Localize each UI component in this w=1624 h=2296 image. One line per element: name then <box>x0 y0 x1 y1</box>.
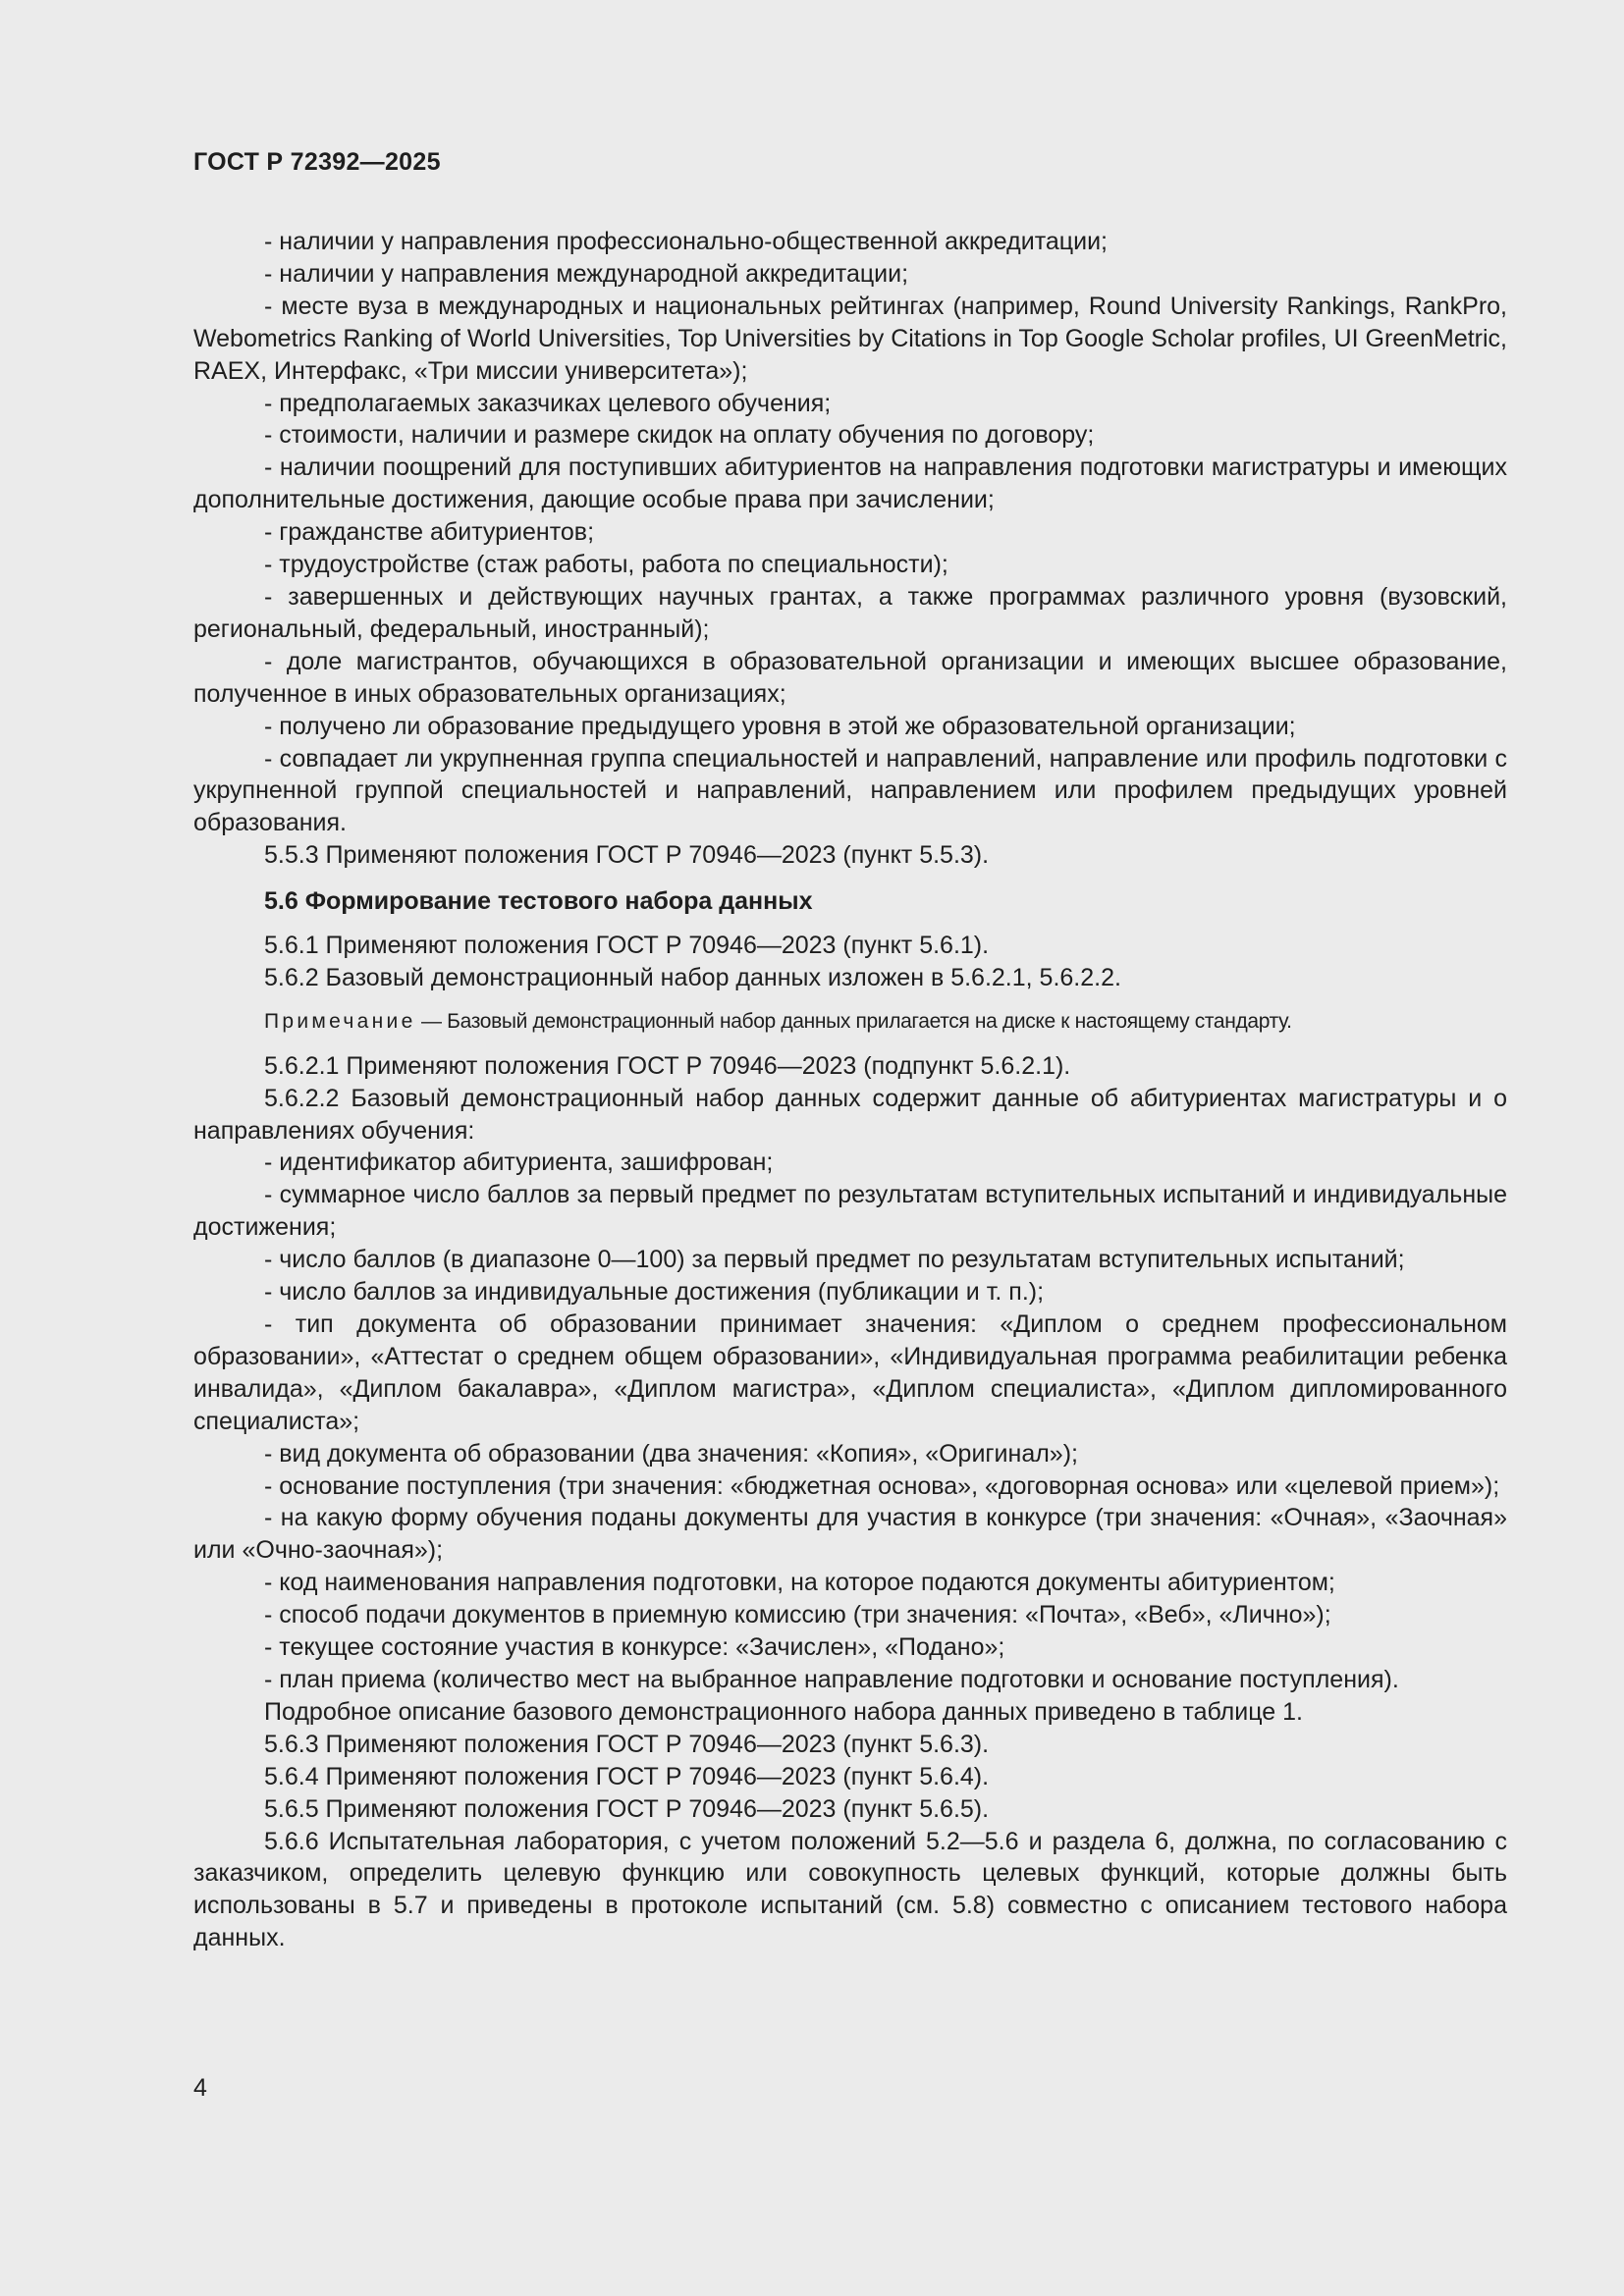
list-item: - основание поступления (три значения: «бюджетная основа», «договорная основа» или «целевой прием»); <box>264 1471 1500 1500</box>
list-item: - способ подачи документов в приемную комиссию (три значения: «Почта», «Веб», «Лично»); <box>264 1601 1331 1629</box>
note <box>193 1006 1507 1039</box>
clause-5-6-4: 5.6.4 Применяют положения ГОСТ Р 70946—2023 (пункт 5.6.4). <box>264 1762 990 1790</box>
paragraph: Подробное описание базового демонстрационного набора данных приведено в таблице 1. <box>264 1697 1303 1726</box>
list-item: - наличии поощрений для поступивших абитуриентов на направления подготовки магистратуры и имеющих дополнительные достижения, дающие особые права при зачислении; <box>193 454 1507 514</box>
clause-5-6-5: 5.6.5 Применяют положения ГОСТ Р 70946—2023 (пункт 5.6.5). <box>264 1794 990 1823</box>
page-number: 4 <box>193 2074 207 2102</box>
list-item: - вид документа об образовании (два значения: «Копия», «Оригинал»); <box>264 1439 1078 1468</box>
list-item: - стоимости, наличии и размере скидок на оплату обучения по договору; <box>264 421 1095 450</box>
list-item: - месте вуза в международных и национальных рейтингах (например, Round University Rankings, RankPro, Webometrics Ranking of World Universities, Top Universities by Citations in Top Google Scholar profiles, UI GreenMetric, RAEX, Интерфакс, «Три миссии университета»); <box>193 292 1507 385</box>
list-item: - доле магистрантов, обучающихся в образовательной организации и имеющих высшее образование, полученное в иных образовательных организациях; <box>193 647 1507 708</box>
list-item: - число баллов (в диапазоне 0—100) за первый предмет по результатам вступительных испытаний; <box>264 1246 1405 1274</box>
section-heading: 5.6 Формирование тестового набора данных <box>264 887 813 916</box>
list-item: - план приема (количество мест на выбранное направление подготовки и основание поступления). <box>264 1665 1399 1693</box>
clause-5-6-1: 5.6.1 Применяют положения ГОСТ Р 70946—2023 (пункт 5.6.1). <box>264 932 990 960</box>
document-body <box>193 226 1507 1954</box>
clause-5-6-2-1: 5.6.2.1 Применяют положения ГОСТ Р 70946—2023 (подпункт 5.6.2.1). <box>264 1051 1071 1080</box>
list-item: - текущее состояние участия в конкурсе: «Зачислен», «Подано»; <box>264 1633 1005 1662</box>
list-item: - код наименования направления подготовки, на которое подаются документы абитуриентом; <box>264 1569 1335 1597</box>
clause-5-6-6: 5.6.6 Испытательная лаборатория, с учетом положений 5.2—5.6 и раздела 6, должна, по согласованию с заказчиком, определить целевую функцию или совокупность целевых функций, которые должны быть использованы в 5.7 и приведены в протоколе испытаний (см. 5.8) совместно с описанием тестового набора данных. <box>193 1827 1507 1952</box>
clause-5-6-2-2: 5.6.2.2 Базовый демонстрационный набор данных содержит данные об абитуриентах магистратуры и о направлениях обучения: <box>193 1084 1507 1145</box>
clause-5-6-2: 5.6.2 Базовый демонстрационный набор данных изложен в 5.6.2.1, 5.6.2.2. <box>264 963 1121 991</box>
list-item: - завершенных и действующих научных грантах, а также программах различного уровня (вузовский, региональный, федеральный, иностранный); <box>193 582 1507 643</box>
list-item: - суммарное число баллов за первый предмет по результатам вступительных испытаний и индивидуальные достижения; <box>193 1181 1507 1242</box>
list-item: - трудоустройстве (стаж работы, работа по специальности); <box>264 551 948 579</box>
list-item: - гражданстве абитуриентов; <box>264 518 595 547</box>
clause-5-5-3: 5.5.3 Применяют положения ГОСТ Р 70946—2023 (пункт 5.5.3). <box>264 841 990 870</box>
list-item: - тип документа об образовании принимает значения: «Диплом о среднем профессиональном образовании», «Аттестат о среднем общем образовании», «Индивидуальная программа реабилитации ребенка инвалида», «Диплом бакалавра», «Диплом магистра», «Диплом специалиста», «Диплом дипломированного специалиста»; <box>193 1310 1507 1435</box>
list-item: - число баллов за индивидуальные достижения (публикации и т. п.); <box>264 1278 1045 1307</box>
list-item: - наличии у направления международной аккредитации; <box>264 259 909 288</box>
list-item: - идентификатор абитуриента, зашифрован; <box>264 1148 774 1177</box>
list-item: - совпадает ли укрупненная группа специальностей и направлений, направление или профиль подготовки с укрупненной группой специальностей и направлений, направлением или профилем предыдущих уровней образования. <box>193 744 1507 837</box>
list-item: - получено ли образование предыдущего уровня в этой же образовательной организации; <box>264 712 1296 740</box>
note-text: — Базовый демонстрационный набор данных прилагается на диске к настоящему стандарту. <box>415 1009 1292 1033</box>
list-item: - наличии у направления профессионально-общественной аккредитации; <box>264 228 1108 255</box>
note-label: Примечание <box>264 1009 416 1033</box>
list-item: - предполагаемых заказчиках целевого обучения; <box>264 389 832 417</box>
clause-5-6-3: 5.6.3 Применяют положения ГОСТ Р 70946—2023 (пункт 5.6.3). <box>264 1730 990 1758</box>
list-item: - на какую форму обучения поданы документы для участия в конкурсе (три значения: «Очная», «Заочная» или «Очно-заочная»); <box>193 1504 1507 1565</box>
document-header: ГОСТ Р 72392—2025 <box>193 148 441 176</box>
